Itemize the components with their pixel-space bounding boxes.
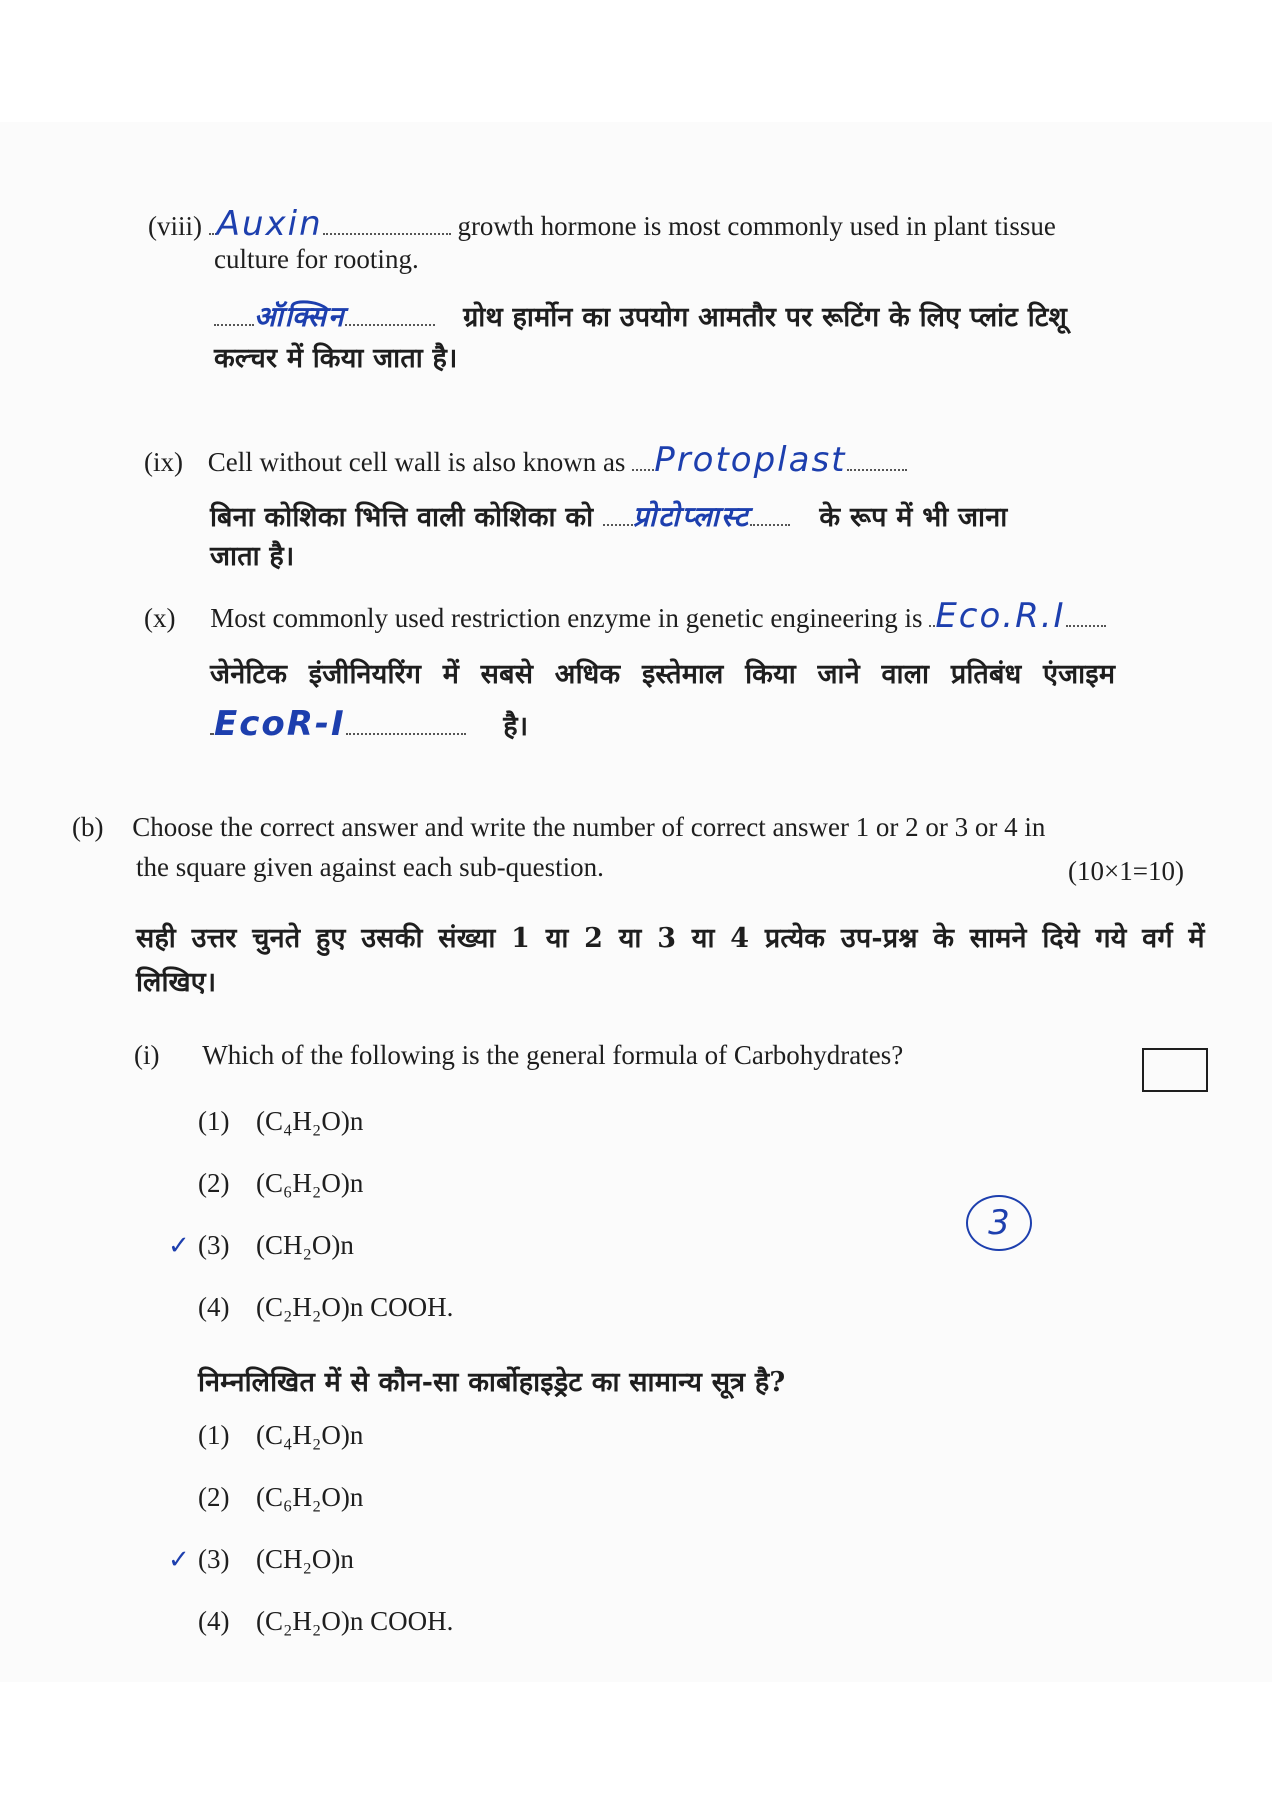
- blank-dots: [632, 441, 654, 471]
- option-3: [168, 1230, 354, 1261]
- option-1-hindi: [198, 1420, 363, 1451]
- handwritten-answer: प्रोटोप्लास्ट: [632, 500, 750, 533]
- blank-dots: [214, 296, 254, 326]
- question-text: Which of the following is the general formula of Carbohydrates?: [202, 1040, 904, 1070]
- option-number: (2): [198, 1168, 230, 1198]
- section-label: (b): [72, 812, 104, 842]
- question-text: बिना कोशिका भित्ति वाली कोशिका को: [210, 502, 594, 533]
- question-text: Most commonly used restriction enzyme in genetic engineering is: [210, 603, 923, 633]
- blank-dots: [209, 205, 217, 235]
- handwritten-answer: ऑक्सिन: [254, 300, 346, 333]
- option-4: [198, 1292, 453, 1323]
- section-b-hindi-line1: सही उत्तर चुनते हुए उसकी संख्या 1 या 2 या 3 या 4 प्रत्येक उप-प्रश्न के सामने दिये गये वर्ग में: [136, 923, 1205, 954]
- option-2: [198, 1168, 363, 1199]
- question-text: ग्रोथ हार्मोन का उपयोग आमतौर पर रूटिंग के लिए प्लांट टिशू: [463, 302, 1068, 333]
- option-number: (3): [198, 1544, 230, 1574]
- question-text: growth hormone is most commonly used in plant tissue: [457, 211, 1056, 241]
- question-label: (ix): [144, 447, 183, 477]
- question-text: Cell without cell wall is also known as: [207, 447, 626, 477]
- tick-mark-icon: ✓: [168, 1231, 190, 1261]
- option-number: (4): [198, 1606, 230, 1636]
- option-number: (2): [198, 1482, 230, 1512]
- question-i-hindi: निम्नलिखित में से कौन-सा कार्बोहाइड्रेट का सामान्य सूत्र है?: [198, 1367, 786, 1398]
- question-label: (i): [134, 1040, 160, 1070]
- option-text: (C₄H₂O)n: [256, 1106, 364, 1136]
- handwritten-answer: Auxin: [216, 204, 323, 244]
- option-text: (C₄H₂O)n: [256, 1420, 364, 1450]
- option-1: [198, 1106, 363, 1137]
- question-x-hindi-line2: [210, 704, 528, 744]
- question-i-line: [134, 1040, 903, 1071]
- option-text: (CH₂O)n: [256, 1544, 354, 1574]
- question-label: (viii): [148, 211, 202, 241]
- option-number: (1): [198, 1420, 230, 1450]
- tick-mark-icon: ✓: [168, 1545, 190, 1575]
- marks-label: (10×1=10): [1068, 856, 1184, 886]
- option-text: (C₂H₂O)n COOH.: [256, 1606, 454, 1636]
- option-2-hindi: [198, 1482, 363, 1513]
- section-instructions: Choose the correct answer and write the number of correct answer 1 or 2 or 3 or 4 in: [132, 812, 1046, 842]
- section-b-line2: the square given against each sub-question.: [136, 852, 604, 882]
- question-viii-hindi-line1: [214, 296, 1067, 335]
- handwritten-answer: EcoR-I: [214, 704, 346, 744]
- section-b-line1: [72, 812, 1045, 843]
- question-viii-line1: [148, 204, 1056, 244]
- blank-dots: [1066, 597, 1106, 627]
- handwritten-answer: Protoplast: [654, 440, 847, 480]
- option-4-hindi: [198, 1606, 453, 1637]
- option-number: (1): [198, 1106, 230, 1136]
- question-x-hindi-line1: जेनेटिक इंजीनियरिंग में सबसे अधिक इस्तेमाल किया जाने वाला प्रतिबंध एंजाइम: [210, 659, 1116, 690]
- option-text: (CH₂O)n: [256, 1230, 354, 1260]
- blank-dots: [323, 205, 451, 235]
- question-viii-hindi-line2: कल्चर में किया जाता है।: [214, 343, 458, 374]
- option-number: (4): [198, 1292, 230, 1322]
- handwritten-answer: Eco.R.I: [935, 596, 1066, 636]
- question-ix-hindi-line2: जाता है।: [210, 541, 295, 572]
- question-text: है।: [503, 711, 529, 742]
- option-number: (3): [198, 1230, 230, 1260]
- question-label: (x): [144, 603, 176, 633]
- blank-dots: [750, 496, 790, 526]
- option-text: (C₆H₂O)n: [256, 1168, 364, 1198]
- question-x-line1: [144, 596, 1106, 636]
- blank-dots: [603, 496, 633, 526]
- section-b-hindi-line2: लिखिए।: [136, 967, 217, 998]
- blank-dots: [345, 296, 435, 326]
- blank-dots: [847, 441, 907, 471]
- option-3-hindi: [168, 1544, 354, 1575]
- circled-answer: 3: [966, 1195, 1032, 1251]
- question-text: के रूप में भी जाना: [819, 502, 1008, 533]
- option-text: (C₆H₂O)n: [256, 1482, 364, 1512]
- exam-page: [0, 122, 1272, 1682]
- question-ix-hindi-line1: [210, 496, 1007, 535]
- answer-box[interactable]: [1142, 1048, 1208, 1092]
- question-viii-line2: culture for rooting.: [214, 244, 419, 274]
- option-text: (C₂H₂O)n COOH.: [256, 1292, 454, 1322]
- blank-dots: [346, 705, 466, 735]
- question-ix-line1: [144, 440, 907, 480]
